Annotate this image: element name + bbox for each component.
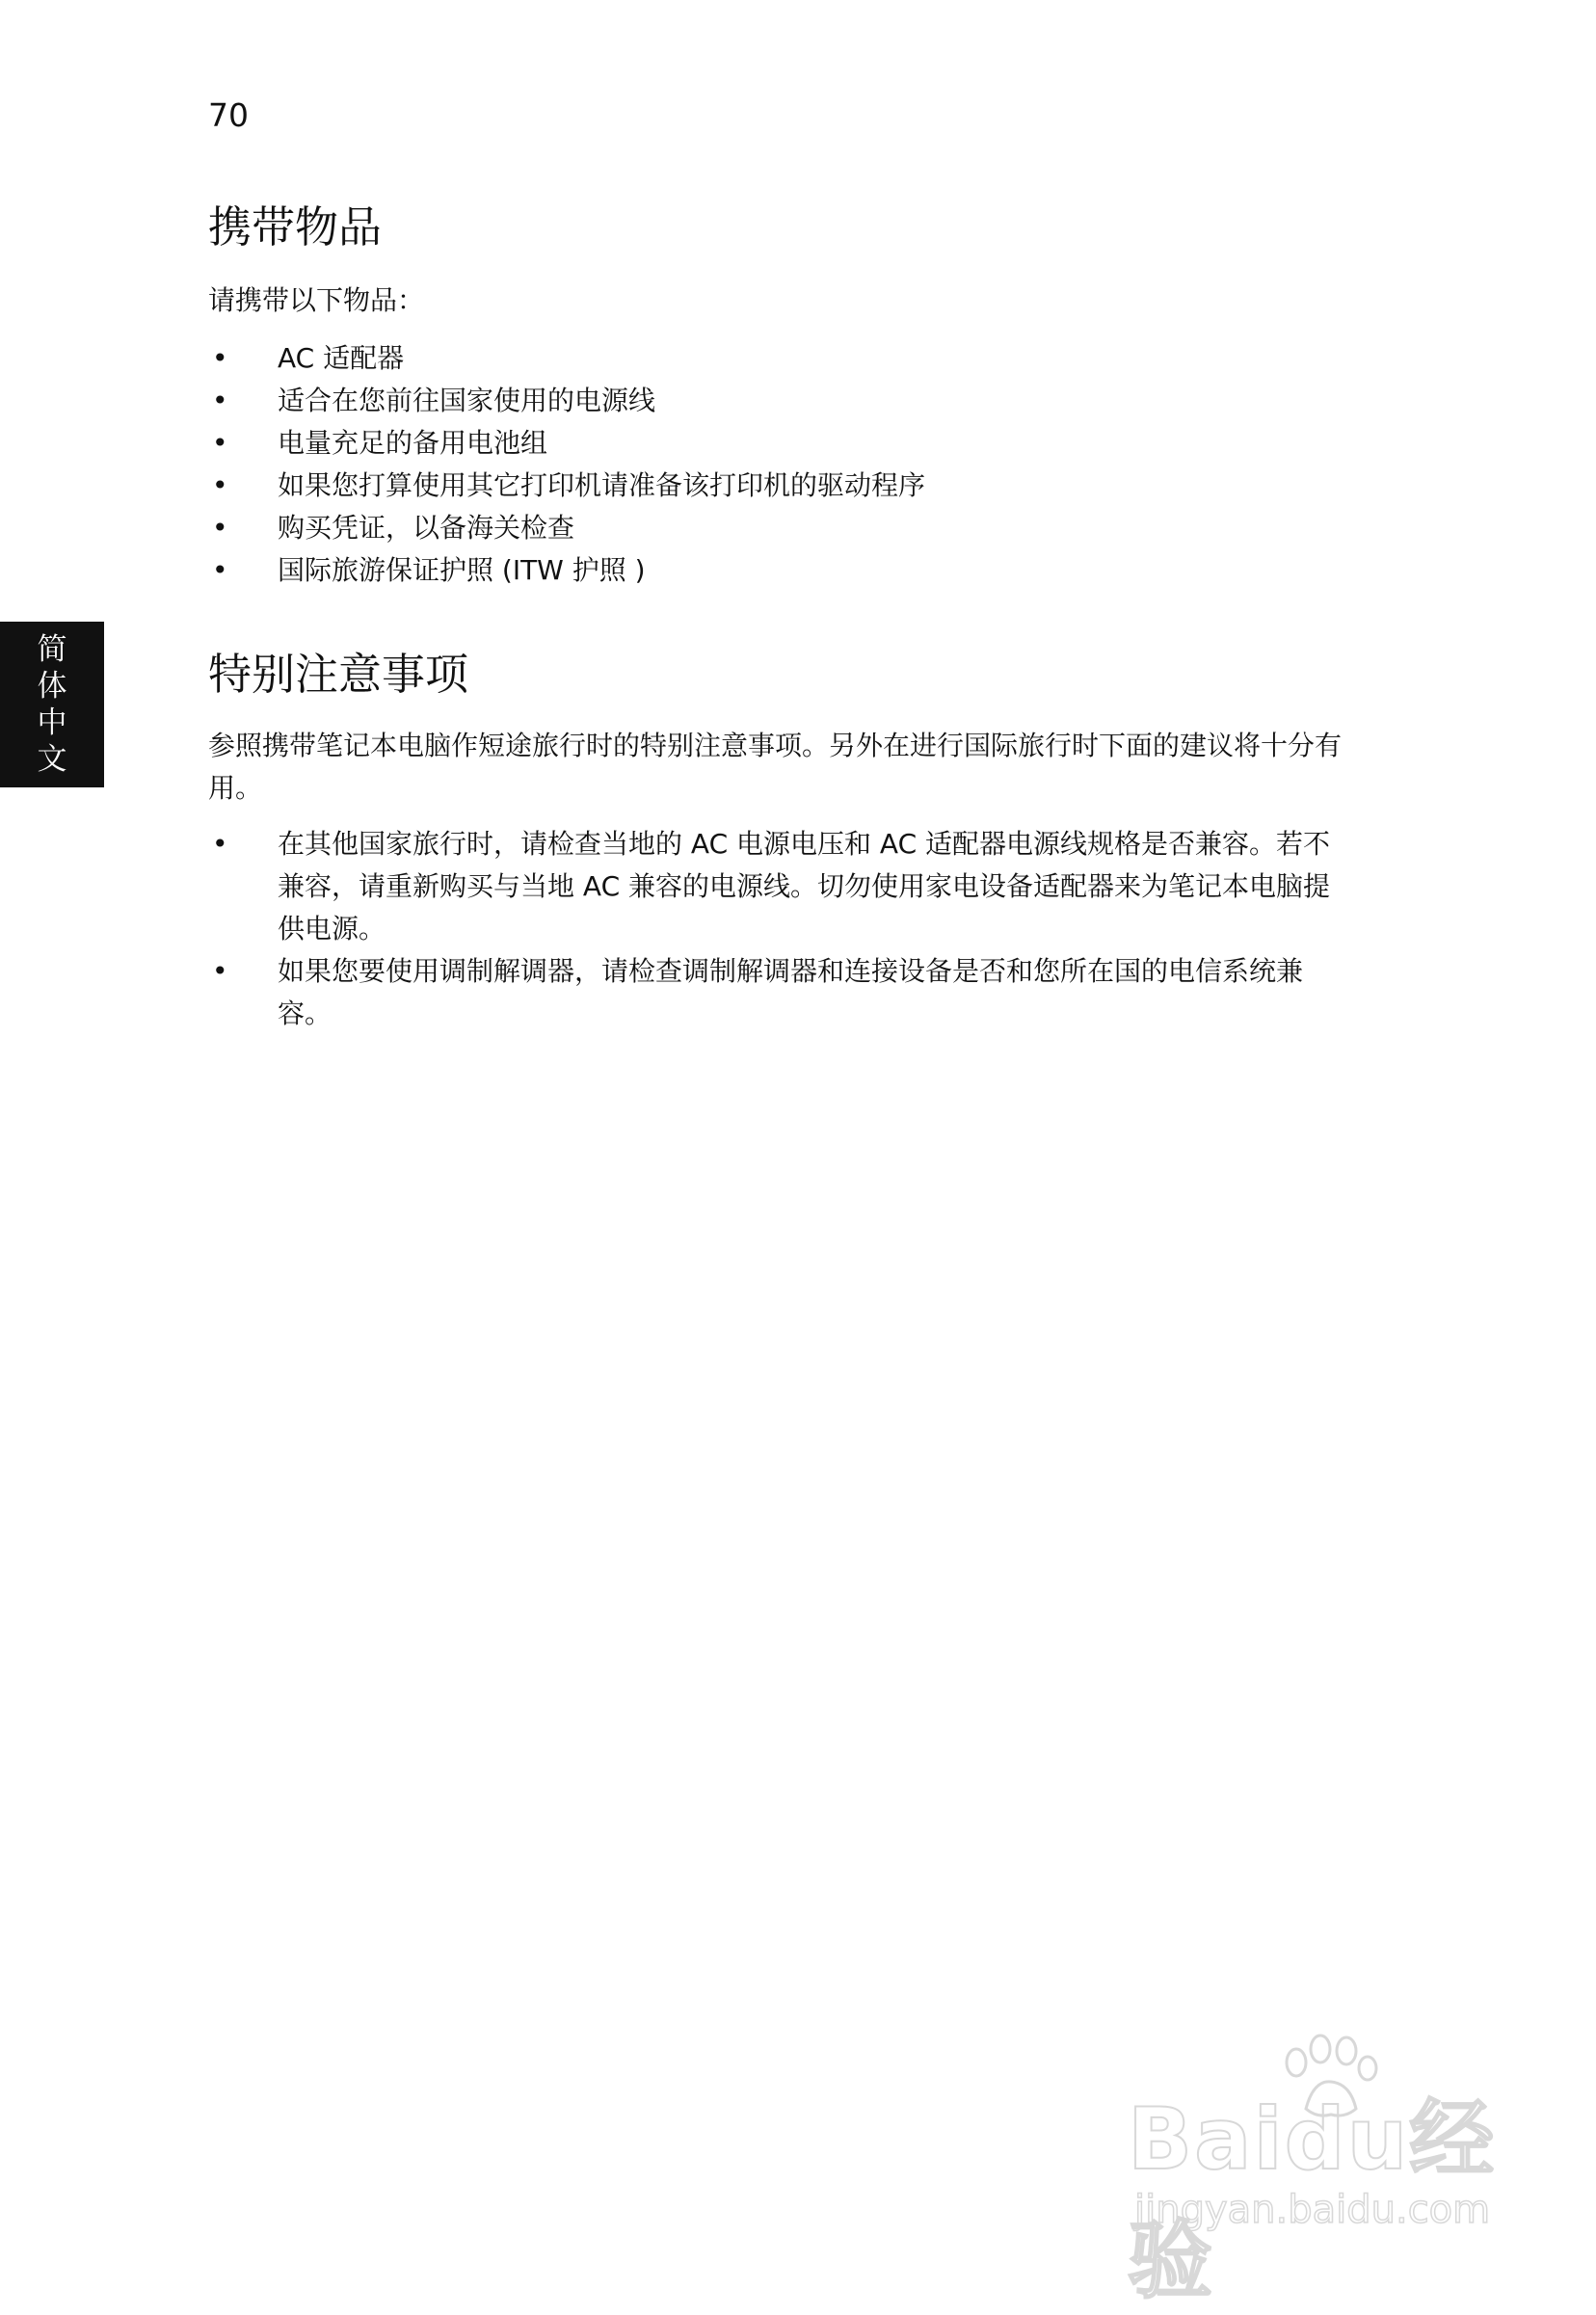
list-item (208, 549, 1355, 592)
bullet-icon: • (212, 427, 228, 459)
list-item-text: 适合在您前往国家使用的电源线 (278, 385, 656, 416)
bullet-icon: • (212, 955, 228, 987)
language-tab (0, 622, 104, 787)
notes-list (208, 823, 1355, 1035)
list-item-text: 国际旅游保证护照 (ITW 护照 ) (278, 554, 646, 586)
list-item (208, 422, 1355, 465)
list-item-text: 在其他国家旅行时，请检查当地的 AC 电源电压和 AC 适配器电源线规格是否兼容。若不兼容，请重新购买与当地 AC 兼容的电源线。切勿使用家电设备适配器来为笔记本电脑提供电源。 (278, 828, 1331, 945)
language-tab-char: 文 (37, 742, 67, 777)
bullet-icon: • (212, 512, 228, 544)
language-tab-char: 中 (37, 705, 67, 740)
page-number: 70 (208, 96, 249, 134)
section-title: 携带物品 (208, 201, 383, 253)
list-item (208, 465, 1355, 507)
language-tab-char: 简 (37, 632, 67, 667)
list-item (208, 507, 1355, 549)
bullet-icon: • (212, 554, 228, 586)
list-item (208, 823, 1355, 950)
list-item-text: AC 适配器 (278, 342, 405, 374)
section-items-to-bring (208, 200, 1355, 592)
section-intro: 参照携带笔记本电脑作短途旅行时的特别注意事项。另外在进行国际旅行时下面的建议将十分有用。 (208, 730, 1343, 804)
section-intro: 请携带以下物品： (208, 284, 425, 316)
bullet-icon: • (212, 342, 228, 374)
list-item (208, 337, 1355, 380)
bullet-icon: • (212, 385, 228, 416)
list-item-text: 如果您打算使用其它打印机请准备该打印机的驱动程序 (278, 469, 926, 501)
section-title: 特别注意事项 (208, 649, 469, 700)
items-list (208, 337, 1355, 592)
watermark-brand: Baidu经验 (1128, 2089, 1497, 2310)
watermark-url: jingyan.baidu.com (1134, 2188, 1491, 2232)
list-item-text: 如果您要使用调制解调器，请检查调制解调器和连接设备是否和您所在国的电信系统兼容。 (278, 955, 1304, 1029)
bullet-icon: • (212, 828, 228, 860)
section-special-notes (208, 648, 1355, 1035)
list-item-text: 购买凭证，以备海关检查 (278, 512, 575, 544)
list-item (208, 950, 1355, 1035)
list-item-text: 电量充足的备用电池组 (278, 427, 548, 459)
language-tab-char: 体 (37, 669, 67, 704)
bullet-icon: • (212, 469, 228, 501)
baidu-watermark (1123, 2034, 1508, 2310)
list-item (208, 380, 1355, 422)
